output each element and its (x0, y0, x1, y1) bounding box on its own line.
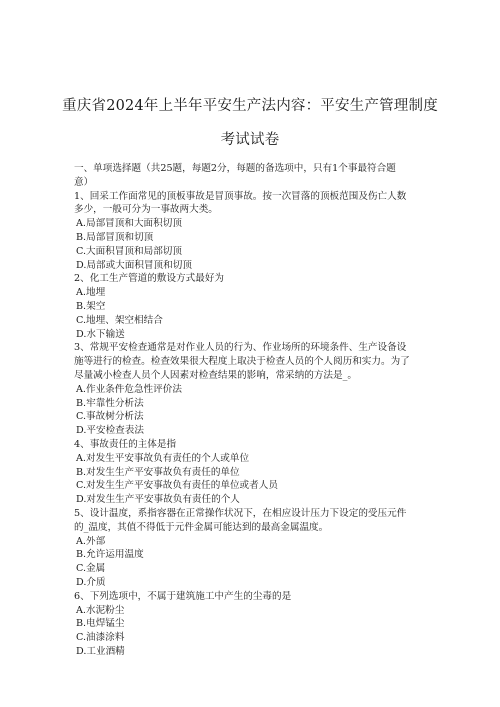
option-b: B.电焊锰尘 (76, 618, 125, 630)
option-d: D.工业酒精 (76, 645, 125, 657)
option-d: D.介质 (76, 576, 106, 588)
question-5-cont: 的_温度，其值不得低于元件金属可能达到的最高金属温度。 (74, 521, 329, 533)
option-a: A.局部冒顶和大面积切顶 (76, 218, 182, 230)
question-5: 5、设计温度，系指容器在正常操作状况下，在相应设计压力下设定的受压元件 (74, 507, 407, 519)
question-1-cont: 多少，一般可分为一事故两大类。 (74, 204, 218, 216)
option-b: B.对发生生产平安事故负有责任的单位 (76, 466, 240, 478)
question-6: 6、下列选项中，不属于建筑施工中产生的尘毒的是 (74, 590, 292, 602)
option-a: A.对发生平安事故负有责任的个人或单位 (76, 452, 250, 464)
option-c: C.事故树分析法 (76, 411, 144, 423)
question-2: 2、化工生产管道的敷设方式最好为 (74, 273, 225, 285)
option-a: A.作业条件危急性评价法 (76, 383, 182, 395)
option-d: D.平安检查表法 (76, 425, 144, 437)
document-title-line-1: 重庆省2024年上半年平安生产法内容：平安生产管理制度 (62, 98, 438, 114)
option-b: B.牢靠性分析法 (76, 397, 144, 409)
option-a: A.地埋 (76, 287, 106, 299)
option-b: B.局部冒顶和切顶 (76, 231, 154, 243)
option-c: C.地埋、架空相结合 (76, 314, 163, 326)
option-d: D.对发生生产平安事故负有责任的个人 (76, 494, 240, 506)
option-a: A.外部 (76, 535, 106, 547)
question-3-cont: 施等进行的检查。检查效果很大程度上取决于检查人员的个人阅历和实力。为了 (74, 356, 410, 368)
option-c: C.油漆涂料 (76, 632, 125, 644)
option-b: B.允许运用温度 (76, 549, 144, 561)
option-d: D.局部或大面积冒顶和切顶 (76, 259, 192, 271)
document-body (74, 162, 436, 659)
option-c: C.大面积冒顶和局部切顶 (76, 245, 182, 257)
question-3: 3、常规平安检查通常是对作业人员的行为、作业场所的环境条件、生产设备设 (74, 342, 407, 354)
option-a: A.水泥粉尘 (76, 604, 125, 616)
option-b: B.架空 (76, 300, 106, 312)
section-heading-cont: 意） (74, 176, 94, 188)
option-c: C.对发生生产平安事故负有责任的单位或者人员 (76, 480, 278, 492)
option-d: D.水下输送 (76, 328, 125, 340)
option-c: C.金属 (76, 563, 106, 575)
section-heading: 一、单项选择题（共25题，每题2分，每题的备选项中，只有1个事最符合题 (74, 163, 396, 174)
document-title-line-2: 考试试卷 (220, 132, 280, 148)
question-4: 4、事故责任的主体是指 (74, 438, 177, 450)
question-1: 1、回采工作面常见的顶板事故是冒顶事故。按一次冒落的顶板范围及伤亡人数 (74, 190, 407, 202)
question-3-cont: 尽量减小检查人员个人因素对检查结果的影响，常采纳的方法是_。 (74, 369, 358, 381)
